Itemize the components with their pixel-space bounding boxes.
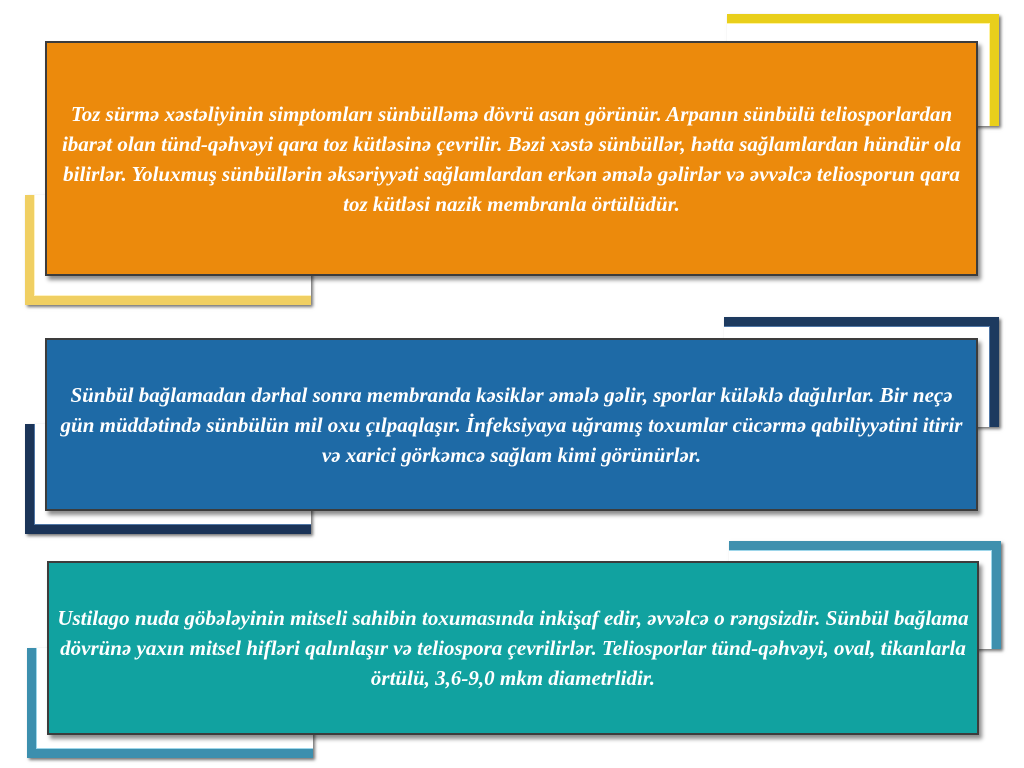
pathogen-description-text-box <box>47 561 979 735</box>
symptoms-text-box <box>45 41 978 276</box>
spore-spread-text-box <box>45 338 978 511</box>
spore-spread-paragraph: Sünbül bağlamadan dərhal sonra membranda kəsiklər əmələ gəlir, sporlar küləklə dağılırlar. Bir neçə gün müddətində sünbülün mil oxu çılpaqlaşır. İnfeksiyaya uğramış toxumlar cücərmə qabiliyyətini itirir və xarici görkəmcə sağlam kimi görünürlər. <box>60 382 963 467</box>
symptoms-paragraph: Toz sürmə xəstəliyinin simptomları sünbülləmə dövrü asan görünür. Arpanın sünbülü teliosporlardan ibarət olan tünd-qəhvəyi qara toz kütləsinə çevrilir. Bəzi xəstə sünbüllər, hətta sağlamlardan hündür ola bilirlər. Yoluxmuş sünbüllərin əksəriyyəti sağlamlardan erkən əmələ gəlirlər və əvvəlcə teliosporun qara toz kütləsi nazik membranla örtülüdür. <box>61 101 962 216</box>
pathogen-description-paragraph: Ustilago nuda göbələyinin mitseli sahibin toxumasında inkişaf edir, əvvəlcə o rəngsizdir. Sünbül bağlama dövrünə yaxın mitsel hifləri qalınlaşır və teliospora çevrilirlər. Teliosporlar tünd-qəhvəyi, oval, tikanlarla örtülü, 3,6-9,0 mkm diametrlidir. <box>57 606 969 690</box>
